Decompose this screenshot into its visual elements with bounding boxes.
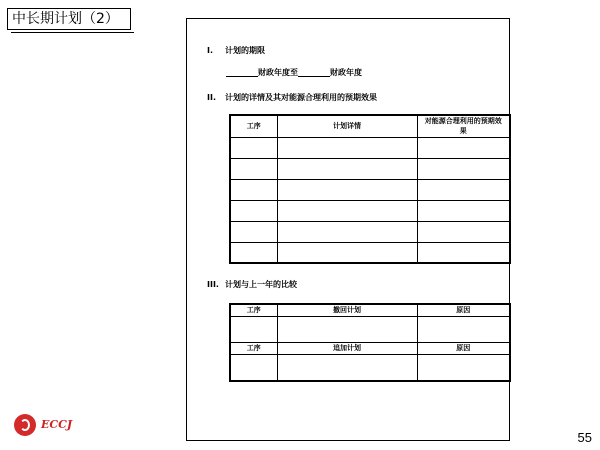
table-row (230, 242, 510, 263)
withdrawn-col-reason: 原因 (417, 304, 510, 316)
col-header-expected-effect: 对能源合理利用的预期效果 (417, 115, 510, 137)
cell[interactable] (277, 316, 417, 342)
added-col-reason: 原因 (417, 342, 510, 354)
col-header-plan-details: 计划详情 (277, 115, 417, 137)
eccj-logo-icon (14, 414, 36, 436)
cell[interactable] (277, 242, 417, 263)
cell[interactable] (277, 221, 417, 242)
section-3-heading (207, 279, 297, 290)
cell[interactable] (417, 200, 510, 221)
section-1-number: I. (207, 46, 214, 55)
plan-details-table (229, 114, 511, 264)
col-header-process: 工序 (230, 115, 277, 137)
cell[interactable] (230, 316, 277, 342)
cell[interactable] (230, 200, 277, 221)
table-row (230, 221, 510, 242)
cell[interactable] (230, 158, 277, 179)
added-col-plan: 追加计划 (277, 342, 417, 354)
table-row (230, 316, 510, 342)
table-row (230, 137, 510, 158)
section-2-label: 计划的详情及其对能源合理利用的预期效果 (225, 93, 377, 102)
added-header-row (230, 342, 510, 354)
section-3-label: 计划与上一年的比较 (225, 280, 297, 289)
withdrawn-col-plan: 撤回计划 (277, 304, 417, 316)
table-row (230, 354, 510, 381)
period-text-2: 财政年度 (330, 68, 362, 77)
start-year-blank (226, 68, 258, 77)
cell[interactable] (417, 316, 510, 342)
section-3-number: III. (207, 280, 219, 289)
section-2-heading (207, 92, 377, 103)
period-text-1: 财政年度至 (258, 68, 298, 77)
cell[interactable] (417, 221, 510, 242)
cell[interactable] (230, 354, 277, 381)
section-1-heading (207, 45, 265, 56)
section-1-label: 计划的期限 (225, 46, 265, 55)
cell[interactable] (277, 158, 417, 179)
cell[interactable] (230, 221, 277, 242)
page-number: 55 (577, 430, 592, 445)
cell[interactable] (417, 354, 510, 381)
table-row (230, 158, 510, 179)
table-row (230, 179, 510, 200)
period-line (226, 67, 362, 78)
cell[interactable] (417, 158, 510, 179)
cell[interactable] (277, 179, 417, 200)
comparison-table (229, 303, 511, 382)
end-year-blank (298, 68, 330, 77)
cell[interactable] (230, 137, 277, 158)
cell[interactable] (277, 137, 417, 158)
cell[interactable] (417, 179, 510, 200)
cell[interactable] (417, 137, 510, 158)
plan-form-sheet (186, 18, 510, 441)
cell[interactable] (417, 242, 510, 263)
withdrawn-col-process: 工序 (230, 304, 277, 316)
section-2-number: II. (207, 93, 216, 102)
cell[interactable] (277, 200, 417, 221)
eccj-logo-text: ECCJ (41, 418, 73, 431)
cell[interactable] (230, 242, 277, 263)
cell[interactable] (277, 354, 417, 381)
withdrawn-header-row (230, 304, 510, 316)
slide-title: 中长期计划（2） (7, 8, 131, 30)
table-row (230, 200, 510, 221)
cell[interactable] (230, 179, 277, 200)
table-header-row (230, 115, 510, 137)
added-col-process: 工序 (230, 342, 277, 354)
